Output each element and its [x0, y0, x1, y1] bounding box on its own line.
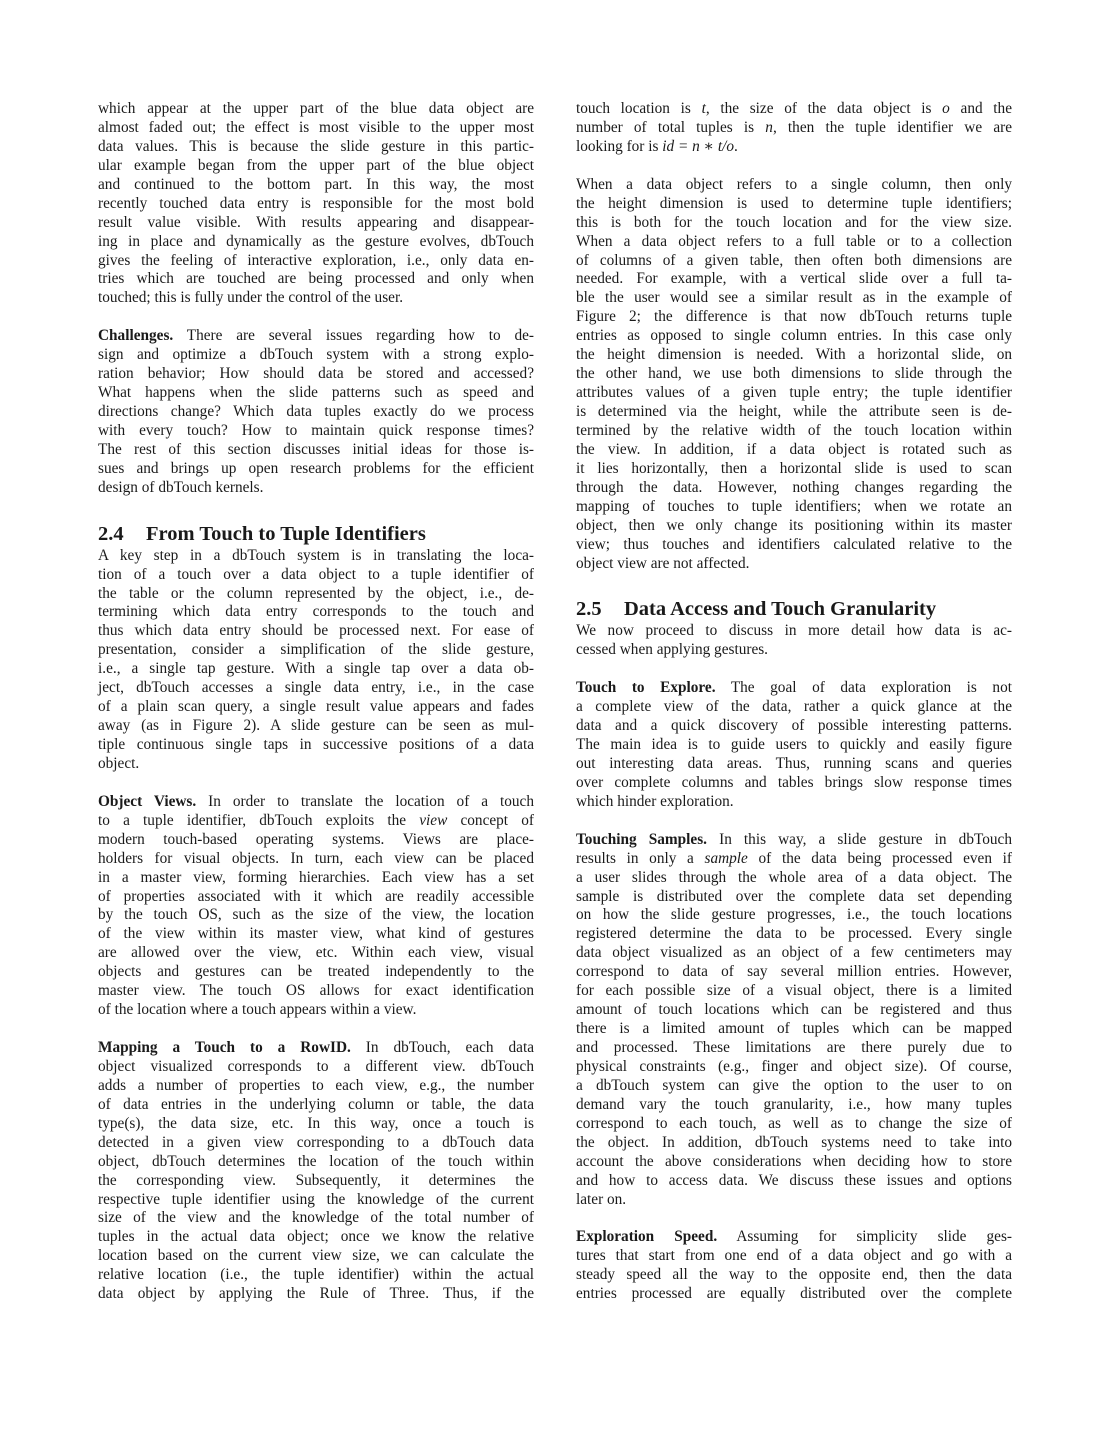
paragraph-line: objects and gestures can be treated independently to the: [98, 963, 534, 981]
paragraph-line: We now proceed to discuss in more detail how data is ac-: [576, 622, 1012, 640]
right-column: [576, 100, 1012, 1304]
math-variable-t: t: [701, 100, 706, 117]
paragraph-line: data object by applying the Rule of Three. Thus, if the: [98, 1285, 534, 1303]
paragraph-line: amount of touch locations which can be registered and thus: [576, 1001, 1012, 1019]
paragraph-line: later on.: [576, 1190, 627, 1208]
paragraph-line: respective tuple identifier using the knowledge of the current: [98, 1190, 534, 1208]
paragraph-line: needed. For example, with a vertical slide over a full ta-: [576, 270, 1012, 288]
paragraph-line: adds a number of properties to each view, e.g., the number: [98, 1076, 534, 1094]
text-span: The goal of data exploration is not: [730, 679, 1012, 697]
paragraph-line: termining which data entry corresponds to the touch and: [98, 603, 534, 621]
text-span: and the: [949, 100, 1012, 117]
paragraph-line: the corresponding view. Subsequently, it determines the: [98, 1171, 534, 1189]
paragraph-line: the height dimension is used to determine tuple identifiers;: [576, 194, 1012, 212]
paragraph-line: through the data. However, nothing changes regarding the: [576, 478, 1012, 496]
paragraph-line: detected in a given view corresponding to a dbTouch data: [98, 1133, 534, 1151]
paragraph-line: result value visible. With results appearing and disappear-: [98, 213, 534, 231]
paragraph-line: [576, 100, 1012, 119]
runin-heading-challenges: Challenges.: [98, 327, 174, 345]
paragraph-line: demand vary the touch granularity, i.e., how many tuples: [576, 1095, 1012, 1113]
paragraph-line: on how the slide gesture progresses, i.e., the touch locations: [576, 906, 1012, 924]
paragraph-line: in a master view, forming hierarchies. Each view has a set: [98, 868, 534, 886]
paragraph-line: The main idea is to guide users to quickly and easily figure: [576, 736, 1012, 753]
paragraph-line: directions change? Which data tuples exactly do we process: [98, 403, 534, 420]
math-variable-n: n: [765, 118, 773, 136]
paragraph-line: which appear at the upper part of the blue data object are: [98, 100, 534, 117]
paragraph-line: ble the user would see a similar result as in the example of: [576, 289, 1012, 307]
runin-heading-object-views: Object Views.: [98, 792, 197, 810]
paragraph-line: master view. The touch OS allows for exact identification: [98, 982, 534, 1000]
paragraph-line: tion of a touch over a data object to a tuple identifier of: [98, 565, 534, 583]
paragraph-line: sues and brings up open research problems for the efficient: [98, 459, 534, 477]
text-span: looking for is: [576, 137, 663, 155]
paragraph-gap: [98, 1020, 534, 1039]
paragraph-line: mapping of touches to tuple identifiers; when we rotate an: [576, 497, 1012, 515]
paragraph-gap: [98, 774, 534, 793]
paragraph-touch-to-explore: [576, 679, 1012, 812]
paragraph-line: and processed. These limitations are there purely due to: [576, 1039, 1012, 1056]
paragraph-line: are allowed over the view, etc. Within each view, visual: [98, 944, 534, 962]
paragraph-line: of properties associated with it which are readily accessible: [98, 887, 534, 905]
left-column: [98, 100, 534, 1304]
paragraph-line: and how to access data. We discuss these issues and options: [576, 1171, 1012, 1189]
paragraph-line: [576, 831, 1012, 850]
paragraph-line: data object visualized as an object of a few centimeters may: [576, 944, 1012, 962]
paragraph-line: ration behavior; How should data be stored and accessed?: [98, 365, 534, 383]
paragraph-mapping-rowid: [98, 1039, 534, 1304]
paragraph-line: of a plain scan query, a single result value appears and fades: [98, 698, 534, 716]
paragraph-line: of columns of a given table, then often both dimensions are: [576, 251, 1012, 269]
text-span: of the data being processed even if: [747, 849, 1012, 867]
paragraph-line: i.e., a single tap gesture. With a single tap over a data ob-: [98, 660, 534, 678]
paragraph-line: ject, dbTouch accesses a single data entry, i.e., in the case: [98, 679, 534, 697]
paragraph-line: thus which data entry should be processed next. For ease of: [98, 622, 534, 640]
paragraph-line: this is both for the touch location and for the view size.: [576, 213, 1012, 231]
paragraph-object-views: [98, 793, 534, 1020]
runin-heading-touch-to-explore: Touch to Explore.: [576, 679, 716, 697]
paragraph-line: of the view within its master view, what kind of gestures: [98, 925, 534, 943]
section-number: 2.5: [576, 598, 602, 621]
paragraph-line: [576, 119, 1012, 138]
paragraph-line: a complete view of the data, rather a quick glance at the: [576, 698, 1012, 716]
paragraph-line: object, then we only change its positioning within its master: [576, 516, 1012, 534]
paragraph-gap: [576, 660, 1012, 679]
paragraph-line: entries processed are equally distributed over the complete: [576, 1285, 1012, 1303]
paragraph-line: object view are not affected.: [576, 554, 750, 572]
paragraph-gap: [576, 573, 1012, 592]
paragraph-line: view; thus touches and identifiers calculated relative to the: [576, 535, 1012, 553]
paragraph-line: location based on the current view size, we can calculate the: [98, 1247, 534, 1265]
paragraph-line: the view. In addition, if a data object is rotated such as: [576, 440, 1012, 458]
section-title: From Touch to Tuple Identifiers: [146, 522, 426, 545]
paragraph-line: [98, 327, 534, 346]
paragraph-line: object.: [98, 754, 140, 772]
paragraph-line: for each possible size of a visual object, there is a limited: [576, 982, 1012, 1000]
paragraph-line: the object. In addition, dbTouch systems need to take into: [576, 1133, 1012, 1151]
text-span: touch location is: [576, 100, 702, 117]
paragraph-line: When a data object refers to a full table or to a collection: [576, 232, 1012, 250]
paragraph-data-access-intro: [576, 622, 1012, 660]
paragraph-line: ular example began from the upper part of the blue object: [98, 156, 534, 174]
paragraph-line: the other hand, we use both dimensions to slide through the: [576, 365, 1012, 383]
paragraph-line: object visualized corresponds to a different view. dbTouch: [98, 1057, 534, 1075]
section-title: Data Access and Touch Granularity: [624, 598, 937, 621]
paragraph-line: over complete columns and tables brings slow response times: [576, 773, 1012, 791]
text-span: concept of: [447, 811, 534, 829]
paragraph-line: data values. This is because the slide gesture in this partic-: [98, 137, 534, 155]
paragraph-touching-samples: [576, 831, 1012, 1210]
paragraph-gap: [576, 812, 1012, 831]
paragraph-line: modern touch-based operating systems. Views are place-: [98, 830, 534, 848]
text-span: to a tuple identifier, dbTouch exploits the: [98, 811, 420, 829]
paragraph-line: cessed when applying gestures.: [576, 641, 769, 659]
text-span: results in only a: [576, 849, 705, 867]
paragraph-line: entries as opposed to single column entries. In this case only: [576, 327, 1012, 345]
paragraph-line: sign and optimize a dbTouch system with a strong explo-: [98, 346, 534, 364]
paragraph-line: tiple continuous single taps in successive positions of a data: [98, 736, 534, 753]
paragraph-line: correspond to each touch, as well as to change the size of: [576, 1114, 1012, 1132]
text-span: , then the tuple identifier we are: [772, 118, 1012, 136]
paragraph-line: relative location (i.e., the tuple identifier) within the actual: [98, 1266, 534, 1284]
runin-heading-exploration-speed: Exploration Speed.: [576, 1228, 718, 1246]
paragraph-line: tuples in the actual data object; once we know the relative: [98, 1228, 534, 1246]
paragraph-line: the height dimension is needed. With a horizontal slide, on: [576, 346, 1012, 364]
paragraph-line: steady speed all the way to the opposite end, then the data: [576, 1266, 1012, 1284]
paragraph-formula: [576, 100, 1012, 157]
paragraph-line: [98, 1039, 534, 1058]
paragraph-line: it lies horizontally, then a horizontal slide is used to scan: [576, 459, 1012, 477]
paragraph-line: When a data object refers to a single column, then only: [576, 175, 1012, 193]
paragraph-line: almost faded out; the effect is most visible to the upper most: [98, 118, 534, 136]
paragraph-line: and continued to the bottom part. In this way, the most: [98, 175, 534, 193]
paragraph-line: [576, 138, 1012, 157]
text-span: In this way, a slide gesture in dbTouch: [719, 830, 1012, 848]
paragraph-line: by the touch OS, such as the size of the view, the location: [98, 906, 534, 924]
paragraph-line: tures that start from one end of a data object and go with a: [576, 1247, 1012, 1265]
math-formula: id = n ∗ t/o: [662, 137, 734, 155]
paragraph-gap: [98, 498, 534, 517]
paragraph-line: termined by the relative width of the touch location within: [576, 421, 1012, 439]
text-span: In dbTouch, each data: [365, 1039, 534, 1056]
paragraph-fade-effect: [98, 100, 534, 308]
paragraph-touch-to-tuple: [98, 547, 534, 774]
paragraph-line: correspond to data of say several million entries. However,: [576, 963, 1012, 981]
paragraph-line: there is a limited amount of tuples which can be mapped: [576, 1020, 1012, 1038]
paragraph-line: touched; this is fully under the control of the user.: [98, 289, 404, 307]
emphasis-sample: sample: [704, 849, 748, 867]
paragraph-line: physical constraints (e.g., finger and object size). Of course,: [576, 1057, 1012, 1075]
section-heading-2-4: [98, 517, 534, 547]
paragraph-line: sample is distributed over the complete data set depending: [576, 887, 1012, 905]
paragraph-line: The rest of this section discusses initial ideas for those is-: [98, 440, 534, 458]
paragraph-line: [576, 679, 1012, 698]
paragraph-line: type(s), the data size, etc. In this way, once a touch is: [98, 1114, 534, 1132]
paragraph-line: of data entries in the underlying column or table, the data: [98, 1095, 534, 1113]
paragraph-line: with every touch? How to maintain quick response times?: [98, 421, 534, 439]
runin-heading-mapping: Mapping a Touch to a RowID.: [98, 1039, 351, 1056]
text-span: .: [733, 137, 738, 155]
section-heading-2-5: [576, 592, 1012, 622]
paragraph-line: is determined via the height, while the attribute seen is de-: [576, 403, 1012, 420]
paragraph-line: [98, 793, 534, 812]
paragraph-line: A key step in a dbTouch system is in translating the loca-: [98, 546, 534, 564]
paragraph-gap: [576, 157, 1012, 176]
math-variable-o: o: [942, 100, 950, 117]
paragraph-line: Figure 2; the difference is that now dbTouch returns tuple: [576, 308, 1012, 326]
paragraph-line: What happens when the slide patterns such as speed and: [98, 384, 534, 402]
paragraph-line: a user slides through the whole area of a data object. The: [576, 868, 1012, 886]
section-number: 2.4: [98, 522, 124, 545]
runin-heading-touching-samples: Touching Samples.: [576, 830, 707, 848]
text-span: , the size of the data object is: [705, 100, 943, 117]
paragraph-line: holders for visual objects. In turn, each view can be placed: [98, 849, 534, 867]
paragraph-line: size of the view and the knowledge of the total number of: [98, 1209, 534, 1227]
paragraph-line: a dbTouch system can give the option to the user to on: [576, 1076, 1012, 1094]
paragraph-line: which hinder exploration.: [576, 792, 734, 810]
paragraph-line: ing in place and dynamically as the gesture evolves, dbTouch: [98, 232, 534, 250]
paragraph-line: the table or the column represented by the object, i.e., de-: [98, 584, 534, 602]
paragraph-exploration-speed: [576, 1228, 1012, 1304]
paragraph-line: gives the feeling of interactive exploration, i.e., only data en-: [98, 251, 534, 269]
paragraph-gap: [98, 308, 534, 327]
text-span: Assuming for simplicity slide ges-: [736, 1228, 1012, 1246]
paragraph-dimensions: [576, 176, 1012, 574]
paragraph-line: registered determine the data to be processed. Every single: [576, 925, 1012, 943]
paragraph-line: [576, 850, 1012, 869]
paragraph-line: of the location where a touch appears within a view.: [98, 1001, 417, 1019]
emphasis-view: view: [419, 811, 448, 829]
paragraph-line: data and a quick discovery of possible interesting patterns.: [576, 717, 1012, 735]
paragraph-line: account the above considerations when deciding how to store: [576, 1152, 1012, 1170]
paragraph-line: [98, 812, 534, 831]
paragraph-line: attributes values of a given tuple entry; the tuple identifier: [576, 384, 1012, 402]
paragraph-line: tries which are touched are being processed and only when: [98, 270, 534, 288]
paragraph-line: design of dbTouch kernels.: [98, 478, 264, 496]
paragraph-challenges: [98, 327, 534, 497]
text-span: number of total tuples is: [576, 118, 766, 136]
paragraph-line: object, dbTouch determines the location of the touch within: [98, 1152, 534, 1170]
paragraph-gap: [576, 1209, 1012, 1228]
text-span: In order to translate the location of a touch: [208, 792, 534, 810]
paragraph-line: presentation, consider a simplification of the slide gesture,: [98, 641, 534, 659]
paragraph-line: out interesting data areas. Thus, running scans and queries: [576, 754, 1012, 772]
paragraph-line: [576, 1228, 1012, 1247]
paragraph-line: away (as in Figure 2). A slide gesture can be seen as mul-: [98, 717, 534, 735]
paragraph-line: recently touched data entry is responsible for the most bold: [98, 194, 534, 212]
text-span: There are several issues regarding how to de-: [186, 327, 534, 345]
